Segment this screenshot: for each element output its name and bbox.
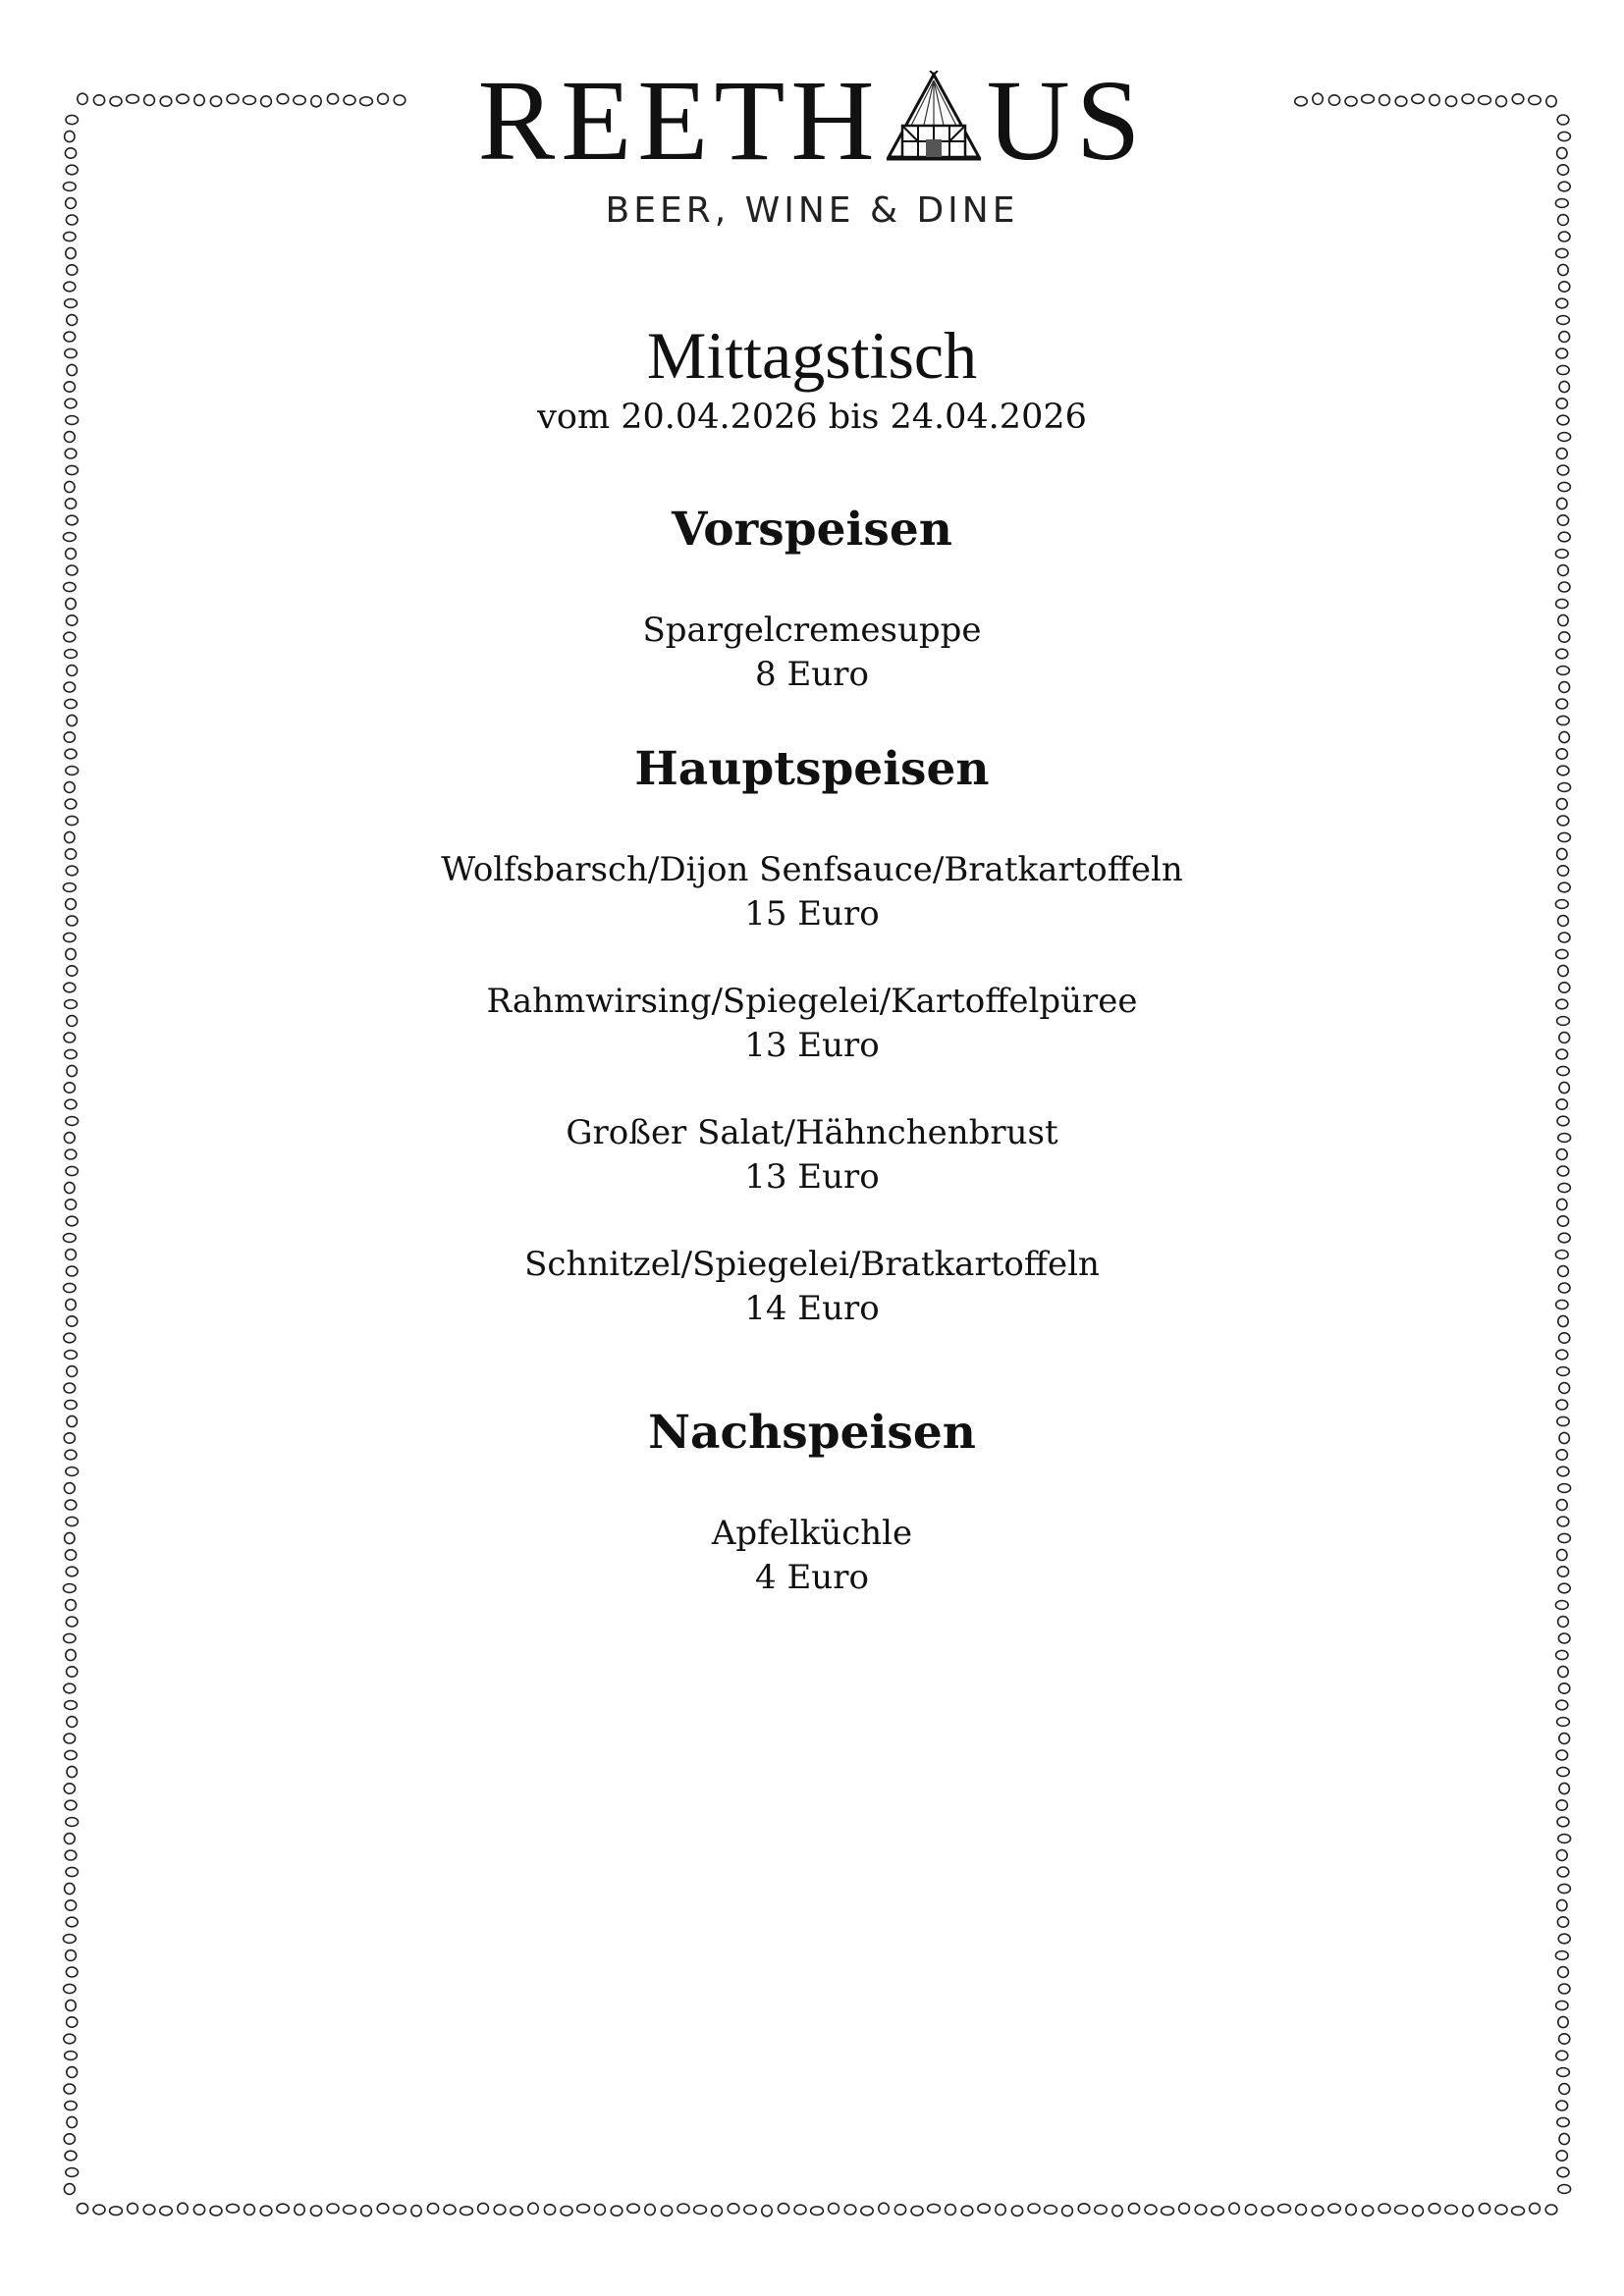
dish-name: Rahmwirsing/Spiegelei/Kartoffelpüree	[486, 982, 1138, 1021]
dish-name: Großer Salat/Hähnchenbrust	[566, 1113, 1058, 1152]
dish-price: 15 Euro	[744, 894, 880, 934]
section-hauptspeisen	[0, 740, 1624, 1331]
logo-text-left: REETH	[477, 56, 881, 185]
logo-text-right: US	[986, 56, 1147, 185]
menu-item	[0, 848, 1624, 936]
dish-price: 14 Euro	[744, 1289, 880, 1328]
menu-item	[0, 1512, 1624, 1600]
section-nachspeisen	[0, 1404, 1624, 1600]
menu-item	[0, 609, 1624, 697]
logo	[0, 56, 1624, 231]
menu-item	[0, 1243, 1624, 1331]
menu-title: Mittagstisch	[646, 318, 978, 393]
dish-name: Spargelcremesuppe	[642, 611, 982, 650]
dish-name: Apfelküchle	[711, 1514, 913, 1553]
dish-name: Wolfsbarsch/Dijon Senfsauce/Bratkartoffeln	[441, 850, 1183, 889]
dish-price: 13 Euro	[744, 1157, 880, 1197]
menu-item	[0, 1111, 1624, 1200]
dish-price: 8 Euro	[755, 655, 869, 694]
menu-item	[0, 980, 1624, 1068]
section-vorspeisen	[0, 501, 1624, 697]
section-title: Nachspeisen	[648, 1406, 976, 1460]
dish-name: Schnitzel/Spiegelei/Bratkartoffeln	[524, 1245, 1100, 1284]
thatched-house-icon	[885, 71, 983, 179]
dish-price: 4 Euro	[755, 1558, 869, 1597]
menu	[0, 316, 1624, 1643]
menu-dates: vom 20.04.2026 bis 24.04.2026	[537, 398, 1087, 437]
section-title: Hauptspeisen	[634, 742, 990, 796]
dish-price: 13 Euro	[744, 1026, 880, 1065]
logo-tagline: BEER, WINE & DINE	[605, 190, 1019, 231]
logo-wordmark	[477, 56, 1147, 185]
section-title: Vorspeisen	[672, 503, 952, 557]
